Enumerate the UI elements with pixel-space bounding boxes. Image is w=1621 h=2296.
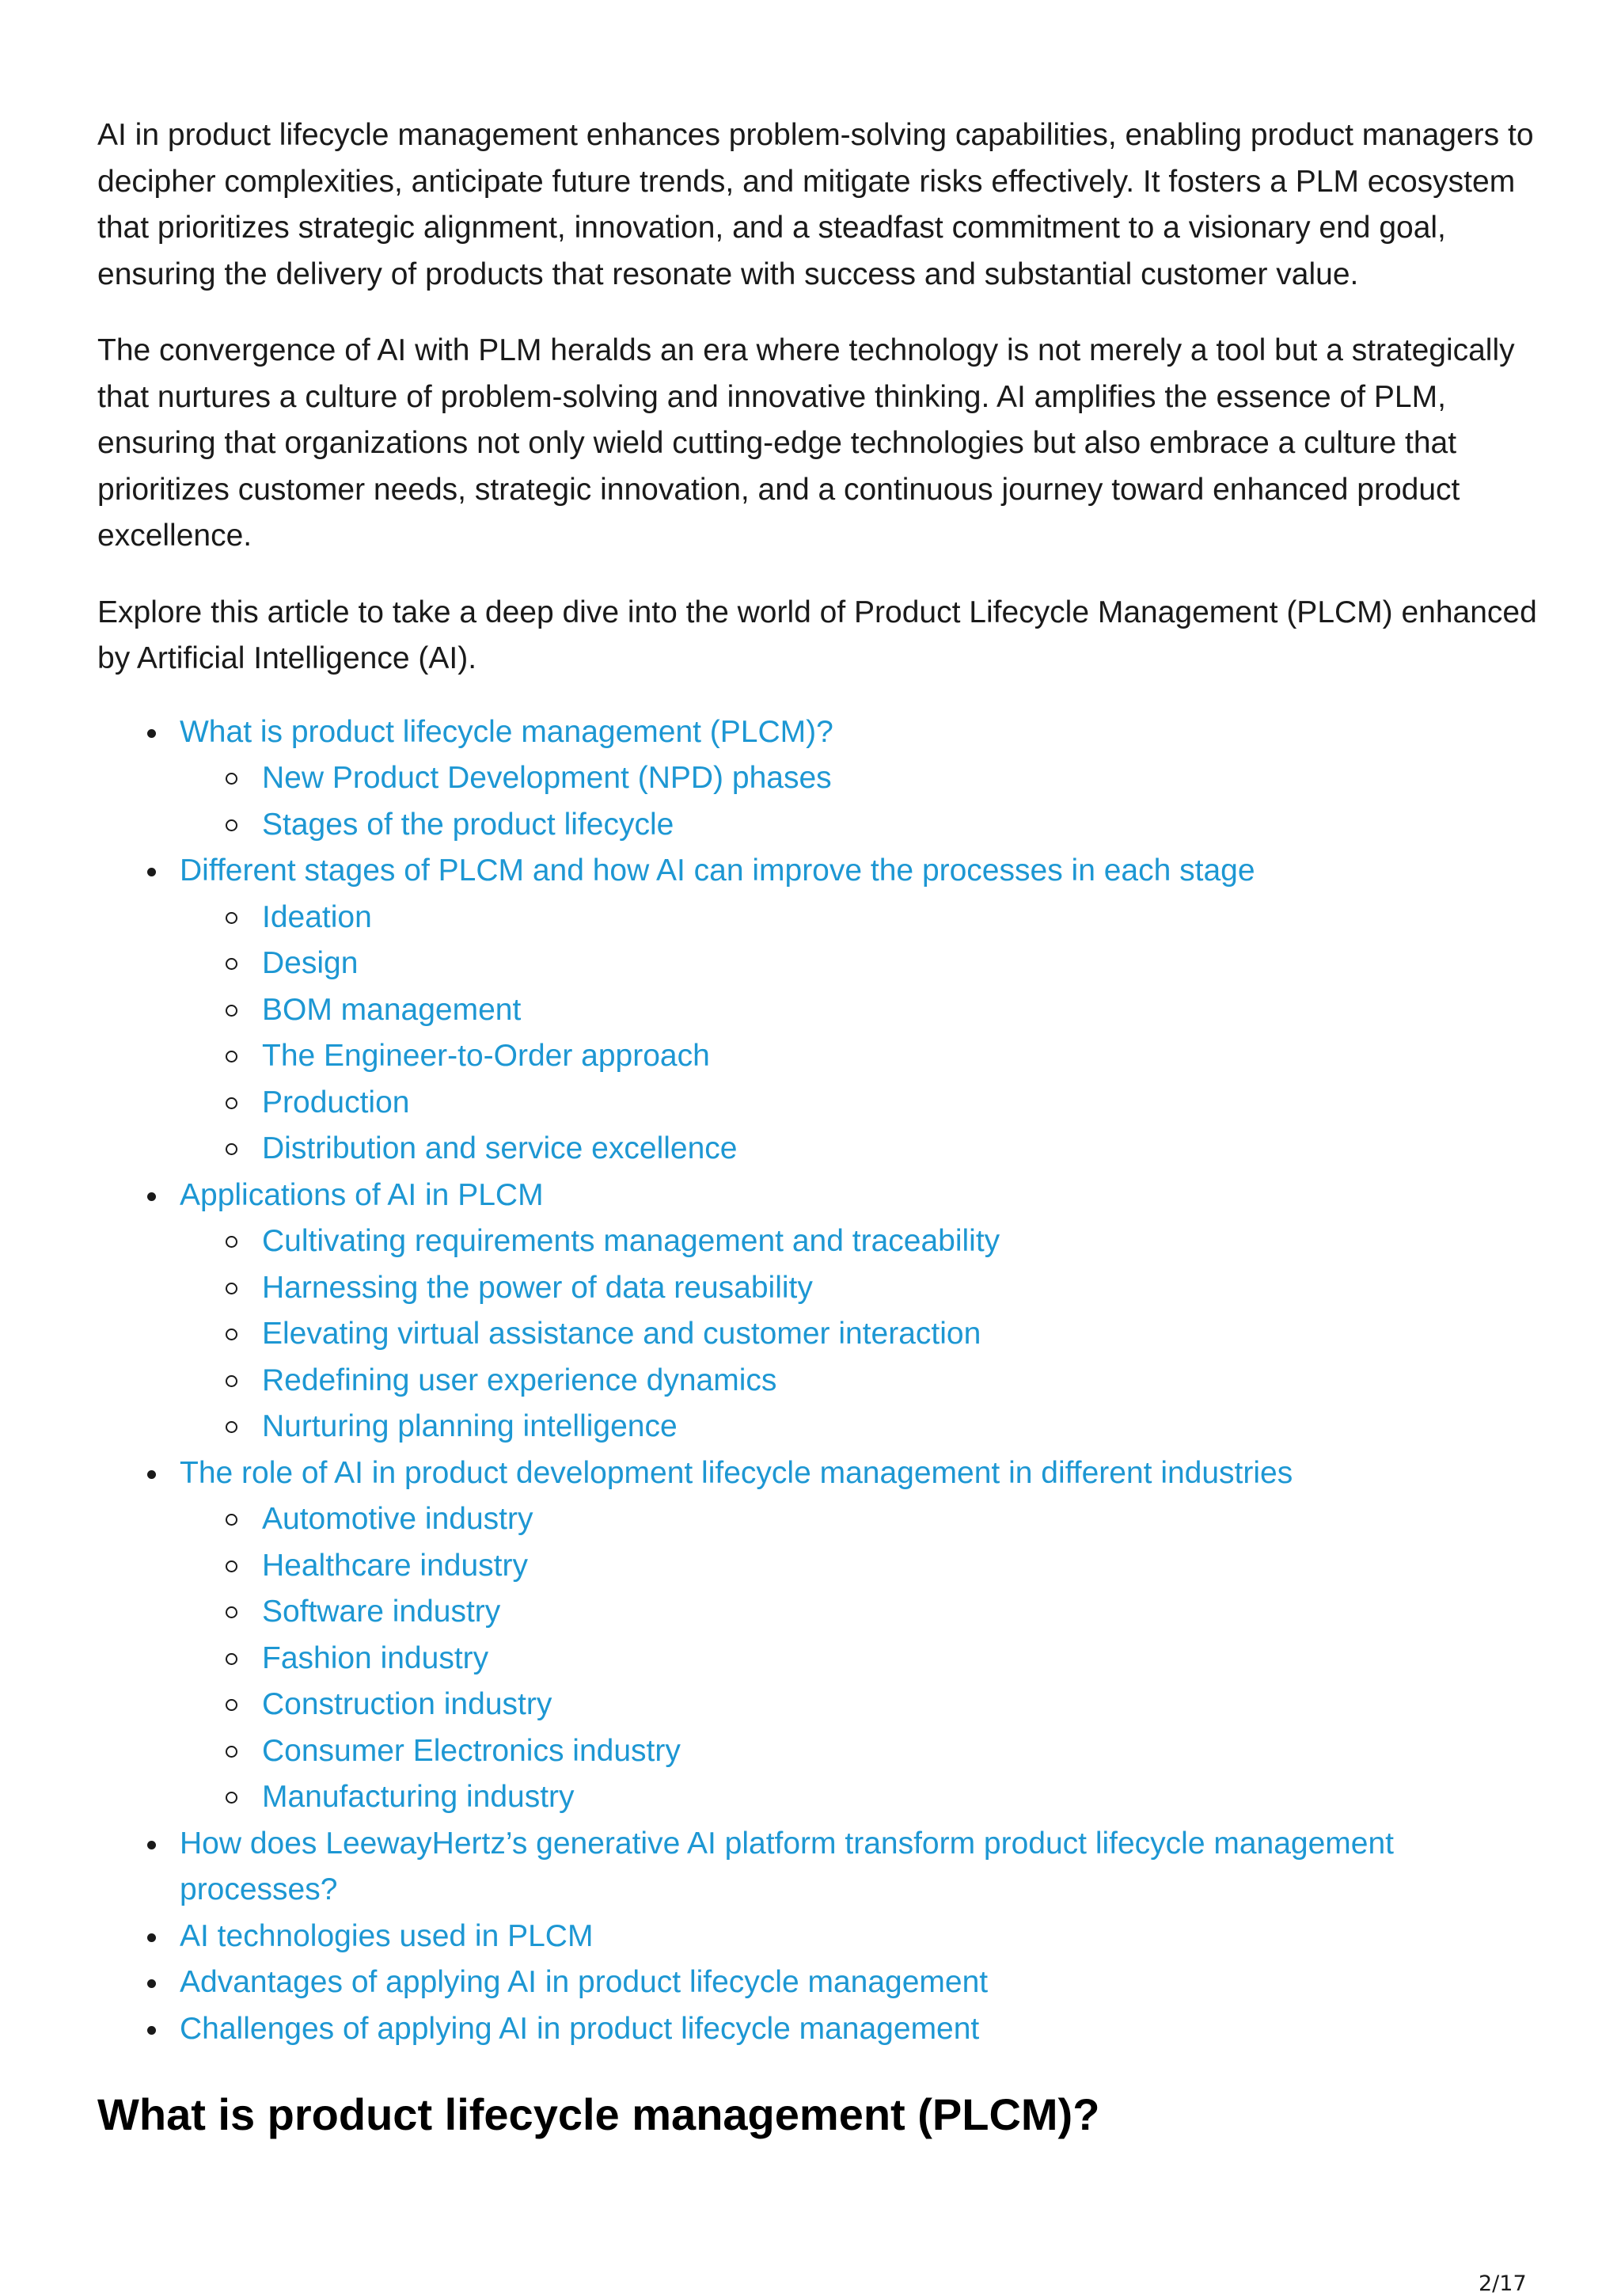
toc-subitem — [180, 895, 1546, 941]
toc-subitem — [180, 1636, 1546, 1682]
toc-sublist — [180, 755, 1546, 848]
page-number: 2/17 — [1479, 2271, 1527, 2296]
toc-link-production[interactable]: Production — [262, 1085, 410, 1119]
toc-link-ideation[interactable]: Ideation — [262, 899, 372, 934]
toc-subitem — [180, 802, 1546, 849]
toc-sublist — [180, 895, 1546, 1173]
toc-link-user-experience[interactable]: Redefining user experience dynamics — [262, 1363, 777, 1397]
toc-sublist — [180, 1496, 1546, 1821]
toc-link-engineer-to-order[interactable]: The Engineer-to-Order approach — [262, 1039, 710, 1073]
toc-link-requirements[interactable]: Cultivating requirements management and traceability — [262, 1224, 1000, 1258]
toc-item — [97, 848, 1546, 1173]
toc-subitem — [180, 1218, 1546, 1265]
toc-item — [97, 1173, 1546, 1450]
toc-link-leewayhertz-platform[interactable]: How does LeewayHertz’s generative AI platform transform product lifecycle management processes? — [180, 1826, 1395, 1906]
intro-paragraph-2: The convergence of AI with PLM heralds an era where technology is not merely a tool but a strategically that nurtures a culture of problem-solving and innovative thinking. AI amplifies the essence of PLM, ensuring that organizations not only wield cutting-edge technologies but also embrace a culture that prioritizes customer needs, strategic innovation, and a continuous journey toward enhanced product excellence. — [97, 333, 1515, 553]
toc-sublist — [180, 1218, 1546, 1450]
toc-link-virtual-assistance[interactable]: Elevating virtual assistance and customer interaction — [262, 1317, 981, 1351]
toc-link-ai-technologies[interactable]: AI technologies used in PLCM — [180, 1918, 594, 1953]
toc-link-design[interactable]: Design — [262, 946, 359, 980]
toc-link-industries[interactable]: The role of AI in product development lifecycle management in different industries — [180, 1455, 1293, 1490]
toc-subitem — [180, 1358, 1546, 1405]
toc-item — [97, 1960, 1546, 2006]
toc-item — [97, 1821, 1546, 1914]
toc-subitem — [180, 1543, 1546, 1590]
toc-link-software[interactable]: Software industry — [262, 1595, 501, 1629]
toc-item — [97, 1914, 1546, 1960]
toc-link-consumer-electronics[interactable]: Consumer Electronics industry — [262, 1733, 681, 1768]
toc-item — [97, 1450, 1546, 1821]
toc-link-construction[interactable]: Construction industry — [262, 1687, 552, 1721]
toc-link-lifecycle-stages[interactable]: Stages of the product lifecycle — [262, 807, 674, 842]
table-of-contents — [97, 709, 1546, 2053]
toc-link-applications[interactable]: Applications of AI in PLCM — [180, 1177, 544, 1212]
toc-subitem — [180, 1404, 1546, 1450]
toc-subitem — [180, 987, 1546, 1034]
toc-link-challenges[interactable]: Challenges of applying AI in product lifecycle management — [180, 2011, 980, 2046]
toc-item — [97, 709, 1546, 849]
toc-subitem — [180, 1496, 1546, 1543]
section-heading: What is product lifecycle management (PLCM)? — [97, 2089, 1100, 2139]
toc-link-bom-management[interactable]: BOM management — [262, 992, 522, 1027]
toc-link-npd-phases[interactable]: New Product Development (NPD) phases — [262, 761, 832, 795]
toc-link-automotive[interactable]: Automotive industry — [262, 1502, 533, 1536]
toc-link-distribution[interactable]: Distribution and service excellence — [262, 1131, 738, 1165]
toc-subitem — [180, 1311, 1546, 1358]
intro-paragraph-3: Explore this article to take a deep dive into the world of Product Lifecycle Management (PLCM) enhanced by Artificial Intelligence (AI). — [97, 595, 1537, 675]
toc-link-fashion[interactable]: Fashion industry — [262, 1640, 489, 1675]
toc-subitem — [180, 1589, 1546, 1636]
toc-link-manufacturing[interactable]: Manufacturing industry — [262, 1780, 575, 1814]
toc-link-different-stages[interactable]: Different stages of PLCM and how AI can improve the processes in each stage — [180, 853, 1255, 888]
toc-link-advantages[interactable]: Advantages of applying AI in product lifecycle management — [180, 1965, 989, 1999]
toc-link-planning[interactable]: Nurturing planning intelligence — [262, 1409, 678, 1443]
toc-subitem — [180, 1080, 1546, 1127]
toc-list — [97, 709, 1546, 2053]
toc-subitem — [180, 755, 1546, 802]
toc-subitem — [180, 1774, 1546, 1821]
toc-link-healthcare[interactable]: Healthcare industry — [262, 1548, 528, 1583]
toc-link-what-is-plcm[interactable]: What is product lifecycle management (PLCM)? — [180, 714, 833, 749]
toc-subitem — [180, 1126, 1546, 1173]
toc-item — [97, 2006, 1546, 2053]
toc-link-data-reusability[interactable]: Harnessing the power of data reusability — [262, 1270, 813, 1305]
toc-subitem — [180, 1682, 1546, 1728]
toc-subitem — [180, 1265, 1546, 1312]
toc-subitem — [180, 941, 1546, 987]
article-content — [97, 112, 1546, 2142]
toc-subitem — [180, 1728, 1546, 1775]
intro-paragraph-1: AI in product lifecycle management enhances problem-solving capabilities, enabling product managers to decipher complexities, anticipate future trends, and mitigate risks effectively. It fosters a PLM ecosystem that prioritizes strategic alignment, innovation, and a steadfast commitment to a visionary end goal, ensuring the delivery of products that resonate with success and substantial customer value. — [97, 118, 1534, 291]
toc-subitem — [180, 1033, 1546, 1080]
